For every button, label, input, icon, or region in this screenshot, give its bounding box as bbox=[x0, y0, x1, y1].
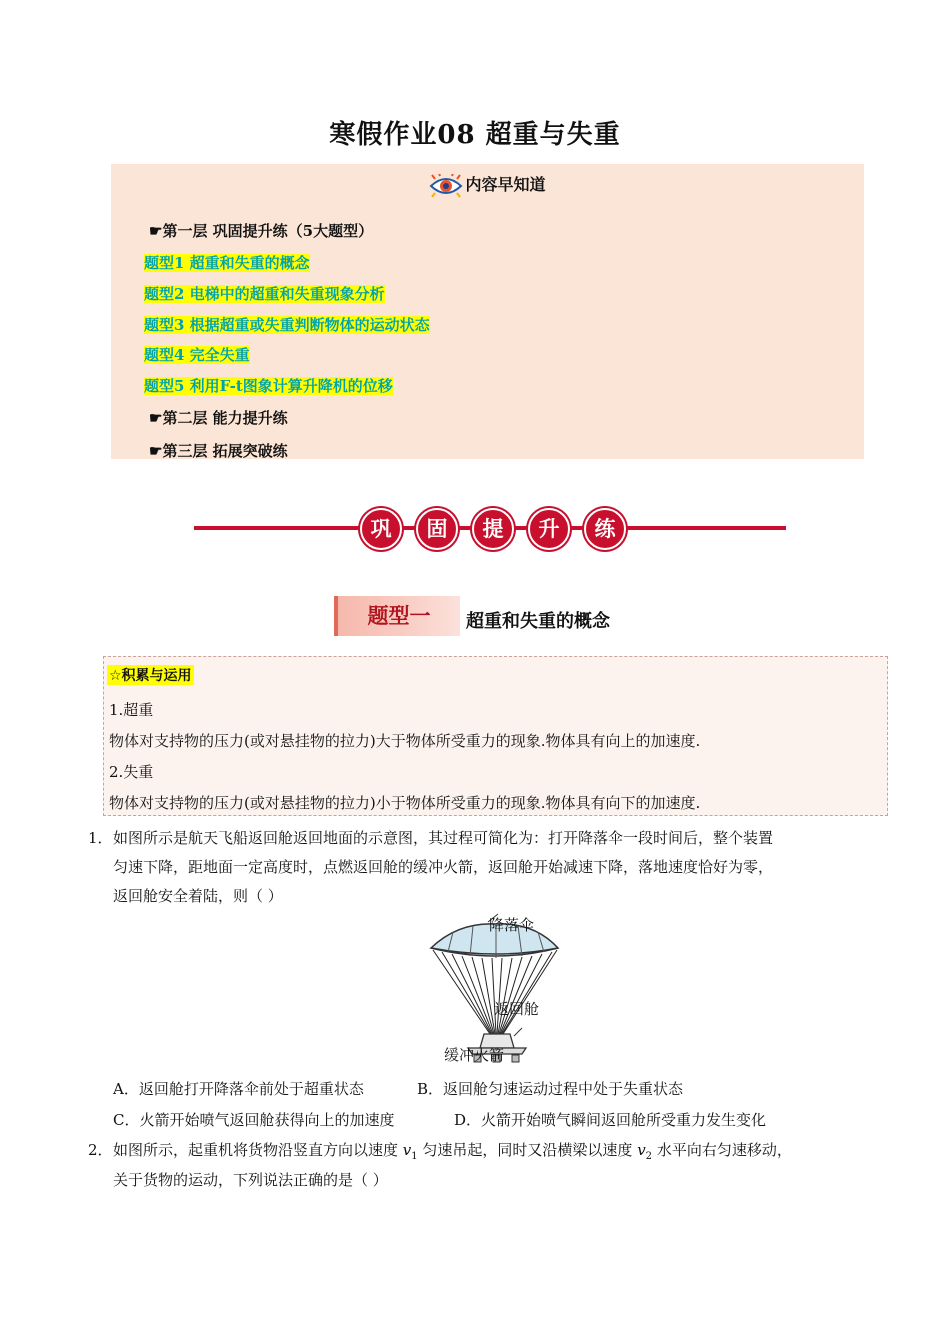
layer-3: ☛第三层 拓展突破练 bbox=[149, 442, 288, 460]
q1-line-3: 返回舱安全着陆，则（ ） bbox=[113, 887, 283, 905]
type-4-link[interactable]: 题型4 完全失重 bbox=[144, 346, 250, 364]
accumulation-item-1-text: 物体对支持物的压力(或对悬挂物的拉力)大于物体所受重力的现象.物体具有向上的加速度. bbox=[109, 732, 701, 750]
q2-v2-sub: 2 bbox=[645, 1151, 653, 1162]
accumulation-item-2-title: 2.失重 bbox=[109, 763, 154, 781]
banner-char-4: 升 bbox=[528, 508, 570, 550]
overview-box bbox=[111, 164, 864, 459]
type-2-link[interactable]: 题型2 电梯中的超重和失重现象分析 bbox=[144, 285, 385, 303]
banner-char-1: 巩 bbox=[360, 508, 402, 550]
q1-option-d[interactable]: D．火箭开始喷气瞬间返回舱所受重力发生变化 bbox=[454, 1111, 767, 1129]
section-title: 超重和失重的概念 bbox=[466, 611, 610, 632]
q1-line-1: 如图所示是航天飞船返回舱返回地面的示意图，其过程可简化为：打开降落伞一段时间后，整个装置 bbox=[113, 829, 774, 847]
overview-heading-text: 内容早知道 bbox=[465, 175, 546, 194]
eye-icon bbox=[429, 174, 463, 198]
q2-line-1-part-a: 如图所示，起重机将货物沿竖直方向以速度 bbox=[113, 1141, 403, 1159]
type-3-link[interactable]: 题型3 根据超重或失重判断物体的运动状态 bbox=[144, 316, 430, 334]
q1-option-b[interactable]: B．返回舱匀速运动过程中处于失重状态 bbox=[417, 1080, 684, 1098]
accumulation-box bbox=[103, 656, 888, 816]
parachute-label: 降落伞 bbox=[489, 916, 535, 934]
layer-2: ☛第二层 能力提升练 bbox=[149, 409, 288, 427]
layer-1: ☛第一层 巩固提升练（5大题型） bbox=[149, 222, 374, 240]
q2-line-1-part-c: 水平向右匀速移动， bbox=[652, 1141, 792, 1159]
type-5-link[interactable]: 题型5 利用F-t图象计算升降机的位移 bbox=[144, 377, 393, 395]
accumulation-heading: ☆积累与运用 bbox=[107, 665, 194, 685]
q1-option-a[interactable]: A．返回舱打开降落伞前处于超重状态 bbox=[113, 1080, 364, 1098]
banner-char-5: 练 bbox=[584, 508, 626, 550]
q2-number: 2． bbox=[88, 1141, 113, 1159]
q2-line-1 bbox=[113, 1140, 792, 1167]
rocket-label: 缓冲火箭 bbox=[444, 1046, 505, 1064]
q1-number: 1． bbox=[88, 829, 113, 847]
q2-v1: v bbox=[402, 1141, 412, 1159]
banner-char-2: 固 bbox=[416, 508, 458, 550]
overview-heading bbox=[111, 172, 864, 198]
q2-v2: v bbox=[637, 1141, 646, 1159]
accumulation-item-2-text: 物体对支持物的压力(或对悬挂物的拉力)小于物体所受重力的现象.物体具有向下的加速度. bbox=[109, 794, 701, 812]
q2-v1-sub: 1 bbox=[411, 1151, 418, 1162]
capsule-label: 返回舱 bbox=[494, 1000, 540, 1018]
section-badge: 题型一 bbox=[334, 596, 460, 636]
accumulation-item-1-title: 1.超重 bbox=[109, 701, 154, 719]
banner-char-3: 提 bbox=[472, 508, 514, 550]
q1-option-c[interactable]: C．火箭开始喷气返回舱获得向上的加速度 bbox=[113, 1111, 395, 1129]
page-title: 寒假作业08 超重与失重 bbox=[329, 120, 621, 150]
section-banner bbox=[194, 505, 786, 551]
q1-line-2: 匀速下降，距地面一定高度时，点燃返回舱的缓冲火箭，返回舱开始减速下降，落地速度恰好为零， bbox=[113, 858, 774, 876]
type-1-link[interactable]: 题型1 超重和失重的概念 bbox=[144, 254, 310, 272]
q2-line-1-part-b: 匀速吊起，同时又沿横梁以速度 bbox=[417, 1141, 638, 1159]
q2-line-2: 关于货物的运动，下列说法正确的是（ ） bbox=[113, 1171, 388, 1189]
